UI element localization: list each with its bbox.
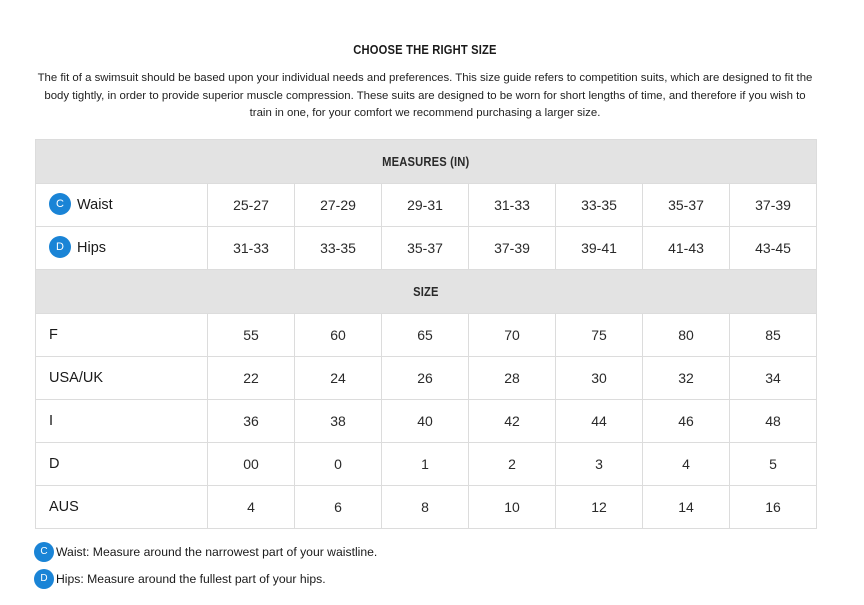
- table-cell: 43-45: [730, 227, 817, 270]
- table-cell: 5: [730, 443, 817, 486]
- hips-note-text: Hips: Measure around the fullest part of your hips.: [56, 572, 326, 587]
- row-label-usa-uk: USA/UK: [36, 357, 208, 400]
- table-cell: 14: [643, 486, 730, 529]
- table-cell: 37-39: [469, 227, 556, 270]
- table-cell: 33-35: [556, 184, 643, 227]
- table-cell: 12: [556, 486, 643, 529]
- table-cell: 37-39: [730, 184, 817, 227]
- table-cell: 4: [643, 443, 730, 486]
- table-cell: 46: [643, 400, 730, 443]
- table-cell: 3: [556, 443, 643, 486]
- table-cell: 42: [469, 400, 556, 443]
- table-cell: 33-35: [295, 227, 382, 270]
- waist-note: [34, 543, 377, 563]
- table-cell: 32: [643, 357, 730, 400]
- table-cell: 4: [208, 486, 295, 529]
- table-cell: 27-29: [295, 184, 382, 227]
- table-cell: 85: [730, 314, 817, 357]
- table-cell: 0: [295, 443, 382, 486]
- measures-header-row: [36, 140, 817, 184]
- row-label-i: I: [36, 400, 208, 443]
- badge-c-icon: C: [34, 542, 54, 562]
- table-cell: 35-37: [643, 184, 730, 227]
- table-row: [36, 184, 817, 227]
- table-cell: 55: [208, 314, 295, 357]
- table-cell: 16: [730, 486, 817, 529]
- table-cell: 24: [295, 357, 382, 400]
- table-row: [36, 443, 817, 486]
- table-cell: 31-33: [469, 184, 556, 227]
- intro-text: The fit of a swimsuit should be based upon your individual needs and preferences. This size guide refers to competition suits, which are designed to fit the body tightly, in order to provide superior muscle compression. These suits are designed to be worn for short lengths of time, and therefore if you wish to train in one, for your comfort we recommend purchasing a larger size.: [37, 72, 813, 119]
- waist-note-text: Waist: Measure around the narrowest part of your waistline.: [56, 545, 378, 560]
- table-cell: 1: [382, 443, 469, 486]
- row-label-waist: C Waist: [36, 184, 208, 227]
- table-cell: 30: [556, 357, 643, 400]
- row-label-f: F: [36, 314, 208, 357]
- row-label-aus: AUS: [36, 486, 208, 529]
- table-cell: 41-43: [643, 227, 730, 270]
- table-cell: 38: [295, 400, 382, 443]
- table-row: [36, 486, 817, 529]
- badge-d-icon: D: [34, 569, 54, 589]
- badge-d-icon: D: [49, 236, 71, 258]
- size-header-row: [36, 270, 817, 314]
- table-cell: 10: [469, 486, 556, 529]
- table-cell: 48: [730, 400, 817, 443]
- table-cell: 36: [208, 400, 295, 443]
- table-cell: 28: [469, 357, 556, 400]
- table-cell: 80: [643, 314, 730, 357]
- row-label-hips: D Hips: [36, 227, 208, 270]
- table-cell: 60: [295, 314, 382, 357]
- table-cell: 2: [469, 443, 556, 486]
- measures-header: MEASURES (IN): [36, 140, 817, 184]
- size-chart-table: [35, 139, 817, 529]
- table-row: [36, 314, 817, 357]
- table-cell: 34: [730, 357, 817, 400]
- table-cell: 75: [556, 314, 643, 357]
- table-cell: 40: [382, 400, 469, 443]
- table-cell: 25-27: [208, 184, 295, 227]
- table-cell: 8: [382, 486, 469, 529]
- table-cell: 6: [295, 486, 382, 529]
- table-row: [36, 400, 817, 443]
- table-cell: 44: [556, 400, 643, 443]
- table-row: [36, 227, 817, 270]
- table-cell: 00: [208, 443, 295, 486]
- page-title: CHOOSE THE RIGHT SIZE: [353, 42, 497, 57]
- table-cell: 26: [382, 357, 469, 400]
- table-cell: 22: [208, 357, 295, 400]
- size-header: SIZE: [36, 270, 817, 314]
- table-cell: 70: [469, 314, 556, 357]
- badge-c-icon: C: [49, 193, 71, 215]
- table-cell: 65: [382, 314, 469, 357]
- hips-note: [34, 570, 326, 590]
- table-cell: 39-41: [556, 227, 643, 270]
- table-row: [36, 357, 817, 400]
- row-label-d: D: [36, 443, 208, 486]
- table-cell: 31-33: [208, 227, 295, 270]
- table-cell: 35-37: [382, 227, 469, 270]
- table-cell: 29-31: [382, 184, 469, 227]
